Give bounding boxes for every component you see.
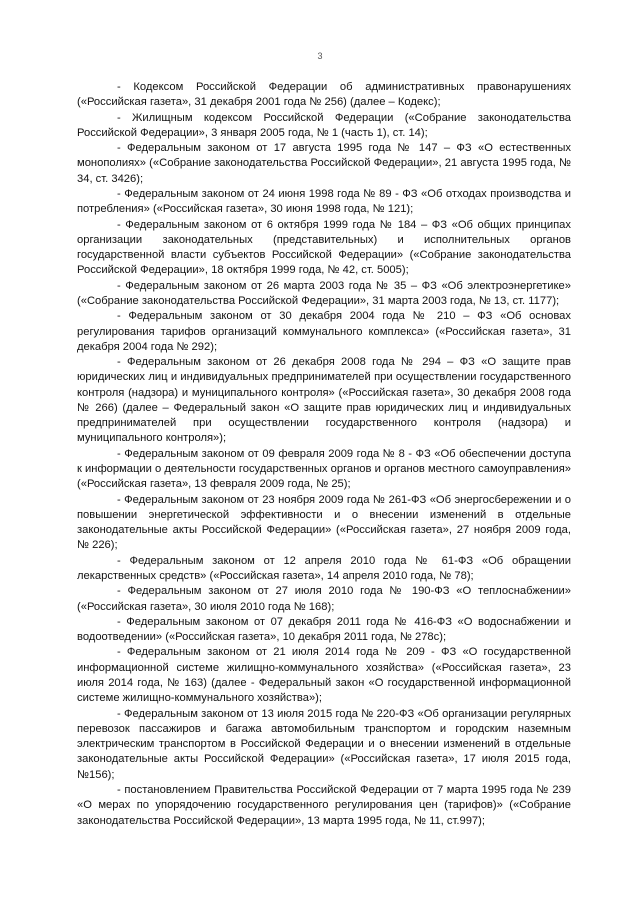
list-item: - Федеральным законом от 27 июля 2010 года № 190-ФЗ «О теплоснабжении» («Российская газета», 30 июля 2010 года № 168); xyxy=(77,585,571,613)
list-item: - Федеральным законом от 6 октября 1999 года № 184 – ФЗ «Об общих принципах организации законодательных (представительных) и исполнительных органов государственной власти субъектов Российской Федерации» («Собрание законодательства Российской Федерации», 18 октября 1999 года, № 42, ст. 5005); xyxy=(77,218,571,277)
list-item: - Федеральным законом от 24 июня 1998 года № 89 - ФЗ «Об отходах производства и потребления» («Российская газета», 30 июня 1998 года, № 121); xyxy=(77,187,571,216)
list-item: - Федеральным законом от 12 апреля 2010 года № 61-ФЗ «Об обращении лекарственных средств» («Российская газета», 14 апреля 2010 года, № 78); xyxy=(77,554,571,582)
list-item: - Федеральным законом от 13 июля 2015 года № 220-ФЗ «Об организации регулярных перевозок пассажиров и багажа автомобильным транспортом и городским наземным электрическим транспортом в Российской Федерации и о внесении изменений в отдельные законодательные акты Российской Федерации» («Российская газета», 17 июля 2015 года, №156); xyxy=(77,707,571,781)
list-item: - Федеральным законом от 21 июля 2014 года № 209 - ФЗ «О государственной информационной системе жилищно-коммунального хозяйства» («Российская газета», 23 июля 2014 года, № 163) (далее - Федеральный закон «О государственной информационной системе жилищно-коммунального хозяйства»); xyxy=(77,646,571,705)
list-item: - постановлением Правительства Российской Федерации от 7 марта 1995 года № 239 «О мерах по упорядочению государственного регулирования цен (тарифов)» («Собрание законодательства Российской Федерации», 13 марта 1995 года, № 11, ст.997); xyxy=(77,783,571,827)
list-item: - Федеральным законом от 26 марта 2003 года № 35 – ФЗ «Об электроэнергетике» («Собрание законодательства Российской Федерации», 31 марта 2003 года, № 13, ст. 1177); xyxy=(77,279,571,307)
legal-acts-list xyxy=(77,80,571,829)
list-item: - Жилищным кодексом Российской Федерации («Собрание законодательства Российской Федерации», 3 января 2005 года, № 1 (часть 1), ст. 14); xyxy=(77,111,571,139)
page-number: 3 xyxy=(317,51,323,61)
list-item: - Федеральным законом от 23 ноября 2009 года № 261-ФЗ «Об энергосбережении и о повышении энергетической эффективности и о внесении изменений в отдельные законодательные акты Российской Федерации» («Российская газета», 27 ноября 2009 года, № 226); xyxy=(77,493,571,552)
list-item: - Федеральным законом от 07 декабря 2011 года № 416-ФЗ «О водоснабжении и водоотведении» («Российская газета», 10 декабря 2011 года, № 278с); xyxy=(77,615,571,644)
list-item: - Федеральным законом от 30 декабря 2004 года № 210 – ФЗ «Об основах регулирования тарифов организаций коммунального комплекса» («Российская газета», 31 декабря 2004 года № 292); xyxy=(77,310,571,353)
list-item: - Федеральным законом от 17 августа 1995 года № 147 – ФЗ «О естественных монополиях» («Собрание законодательства Российской Федерации», 21 августа 1995 года, № 34, ст. 3426); xyxy=(77,142,571,185)
list-item: - Федеральным законом от 26 декабря 2008 года № 294 – ФЗ «О защите прав юридических лиц и индивидуальных предпринимателей при осуществлении государственного контроля (надзора) и муниципального контроля» («Российская газета», 30 декабря 2008 года № 266) (далее – Федеральный закон «О защите прав юридических лиц и индивидуальных предпринимателей при осуществлении государственного контроля (надзора) и муниципального контроля»); xyxy=(77,356,571,445)
list-item: - Кодексом Российской Федерации об административных правонарушениях («Российская газета», 31 декабря 2001 года № 256) (далее – Кодекс); xyxy=(77,81,571,109)
list-item: - Федеральным законом от 09 февраля 2009 года № 8 - ФЗ «Об обеспечении доступа к информации о деятельности государственных органов и органов местного самоуправления» («Российская газета», 13 февраля 2009 года, № 25); xyxy=(77,447,571,491)
